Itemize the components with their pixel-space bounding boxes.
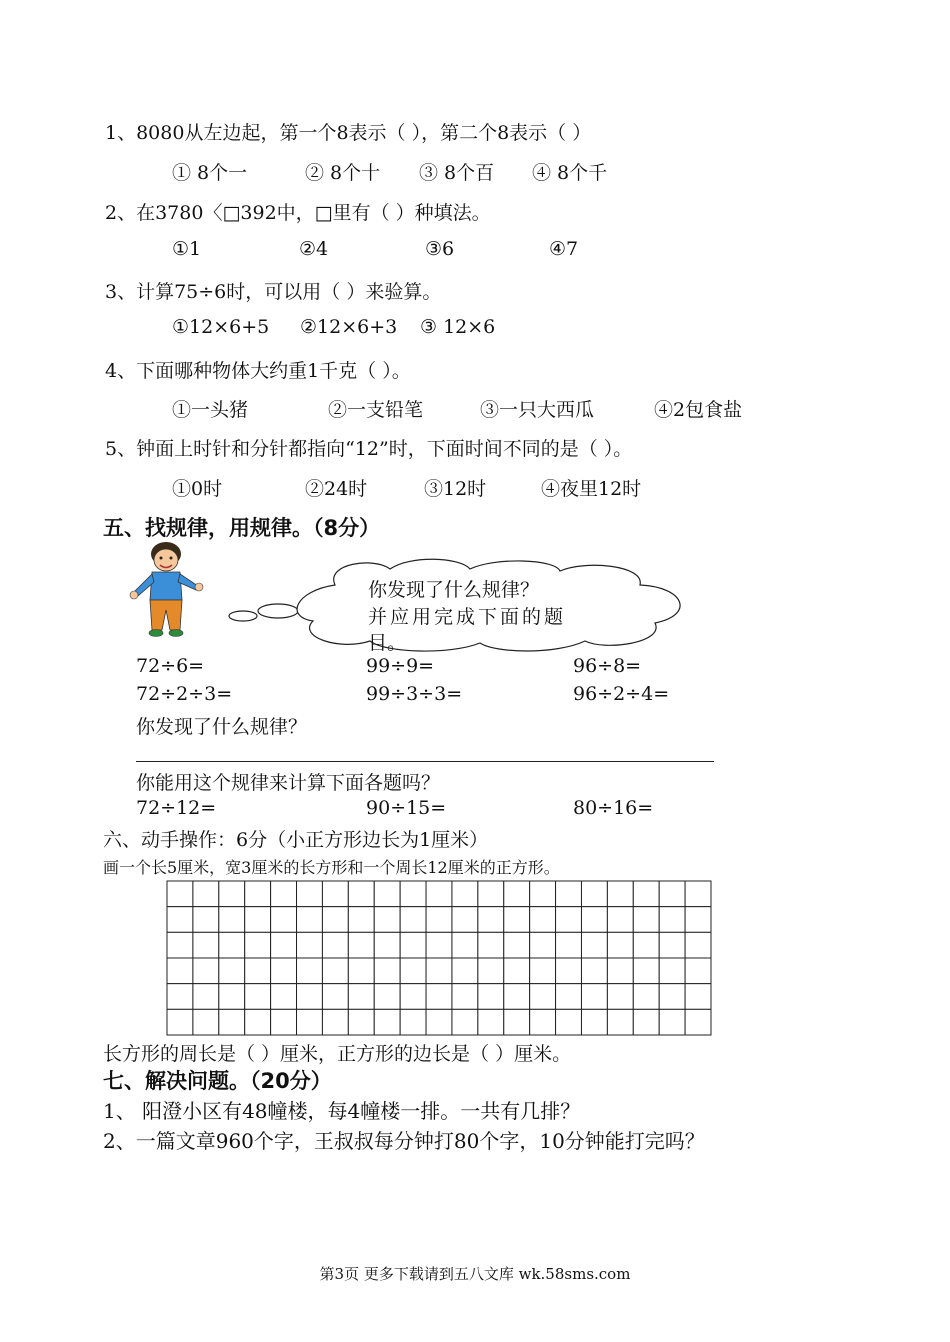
q4-option-3: ③一只大西瓜 [480,399,595,421]
grid-cell[interactable] [426,907,452,933]
grid-cell[interactable] [245,907,271,933]
calc-row2-1: 72÷2÷3= [136,683,233,705]
q3-option-2: ②12×6+3 [300,316,398,338]
grid-cell[interactable] [167,1009,193,1035]
q2-option-4: ④7 [549,238,579,260]
q4-stem: 4、下面哪种物体大约重1千克（ ）。 [105,360,411,382]
grid-cell[interactable] [581,932,607,958]
grid-cell[interactable] [297,958,323,984]
grid-cell[interactable] [530,984,556,1010]
q5-option-3: ③12时 [424,478,487,500]
grid-cell[interactable] [348,1009,374,1035]
grid-cell[interactable] [193,932,219,958]
grid-cell[interactable] [426,1009,452,1035]
grid-cell[interactable] [478,907,504,933]
answer-line [136,761,714,762]
grid-cell[interactable] [452,881,478,907]
grid-cell[interactable] [322,984,348,1010]
q2-option-2: ②4 [299,238,329,260]
grid-cell[interactable] [607,958,633,984]
grid-cell[interactable] [581,907,607,933]
grid-cell[interactable] [400,881,426,907]
grid-cell[interactable] [556,907,582,933]
q3-option-1: ①12×6+5 [172,316,270,338]
grid-cell[interactable] [685,907,711,933]
grid-cell[interactable] [374,1009,400,1035]
grid-cell[interactable] [271,958,297,984]
grid-cell[interactable] [659,984,685,1010]
section6-title: 六、动手操作：6分（小正方形边长为1厘米） [103,829,489,851]
grid-cell[interactable] [271,984,297,1010]
grid-cell[interactable] [271,1009,297,1035]
grid-cell[interactable] [219,984,245,1010]
grid-cell[interactable] [581,984,607,1010]
grid-cell[interactable] [348,881,374,907]
q1-stem: 1、8080从左边起，第一个8表示（ ），第二个8表示（ ） [105,122,592,144]
rule-question: 你发现了什么规律？ [136,716,308,738]
grid-cell[interactable] [245,881,271,907]
grid-cell[interactable] [633,907,659,933]
section7-title: 七、解决问题。（20分） [103,1069,332,1093]
grid-cell[interactable] [452,958,478,984]
grid-cell[interactable] [297,932,323,958]
bubble-line-3: 目。 [368,632,407,654]
grid-cell[interactable] [193,881,219,907]
problem-1: 1、 阳澄小区有48幢楼，每4幢楼一排。一共有几排？ [103,1099,581,1123]
bubble-line-1: 你发现了什么规律？ [368,579,540,601]
grid-cell[interactable] [633,1009,659,1035]
grid-cell[interactable] [607,932,633,958]
q5-option-4: ④夜里12时 [541,478,642,500]
grid-cell[interactable] [581,1009,607,1035]
grid-cell[interactable] [607,1009,633,1035]
grid-cell[interactable] [581,958,607,984]
grid-cell[interactable] [297,881,323,907]
grid-cell[interactable] [426,881,452,907]
grid-cell[interactable] [297,984,323,1010]
calc-row1-1: 72÷6= [136,655,205,677]
calc-row3-1: 72÷12= [136,797,217,819]
grid-cell[interactable] [685,881,711,907]
grid-cell[interactable] [607,881,633,907]
grid-cell[interactable] [400,932,426,958]
grid-cell[interactable] [478,881,504,907]
grid-cell[interactable] [556,1009,582,1035]
grid-cell[interactable] [504,907,530,933]
grid-cell[interactable] [322,881,348,907]
grid-cell[interactable] [219,932,245,958]
q1-option-2: ② 8个十 [305,162,381,184]
grid-cell[interactable] [633,984,659,1010]
grid-cell[interactable] [452,932,478,958]
q5-option-2: ②24时 [305,478,368,500]
grid-cell[interactable] [167,932,193,958]
grid-cell[interactable] [478,984,504,1010]
grid-cell[interactable] [504,984,530,1010]
grid-cell[interactable] [659,932,685,958]
q4-option-2: ②一支铅笔 [328,399,424,421]
grid-cell[interactable] [193,958,219,984]
grid-cell[interactable] [685,1009,711,1035]
grid-cell[interactable] [659,1009,685,1035]
grid-cell[interactable] [322,958,348,984]
boy-illustration [126,540,206,642]
grid-cell[interactable] [322,932,348,958]
grid-cell[interactable] [685,984,711,1010]
bubble-line-2: 并应用完成下面的题 [368,606,567,628]
calc-row2-3: 96÷2÷4= [573,683,670,705]
grid-cell[interactable] [348,984,374,1010]
section6-instruction: 画一个长5厘米，宽3厘米的长方形和一个周长12厘米的正方形。 [103,858,560,877]
grid-cell[interactable] [245,932,271,958]
grid-cell[interactable] [219,958,245,984]
grid-cell[interactable] [219,907,245,933]
grid-cell[interactable] [167,881,193,907]
grid-cell[interactable] [556,932,582,958]
grid-cell[interactable] [271,907,297,933]
grid-cell[interactable] [556,984,582,1010]
grid-cell[interactable] [478,958,504,984]
section5-title: 五、找规律，用规律。（8分） [103,516,381,540]
grid-cell[interactable] [193,907,219,933]
grid-cell[interactable] [685,932,711,958]
q2-option-1: ①1 [172,238,202,260]
grid-cell[interactable] [478,932,504,958]
grid-cell[interactable] [219,881,245,907]
square-grid[interactable] [166,880,712,1036]
grid-cell[interactable] [659,907,685,933]
q1-option-3: ③ 8个百 [419,162,495,184]
grid-cell[interactable] [504,1009,530,1035]
q4-option-4: ④2包食盐 [654,399,743,421]
grid-cell[interactable] [400,907,426,933]
grid-cell[interactable] [271,881,297,907]
q2-stem: 2、在3780〈□392中，□里有（ ）种填法。 [105,202,491,224]
grid-cell[interactable] [322,1009,348,1035]
grid-cell[interactable] [193,1009,219,1035]
grid-cell[interactable] [400,958,426,984]
calc-row1-2: 99÷9= [366,655,435,677]
grid-cell[interactable] [167,958,193,984]
grid-cell[interactable] [426,958,452,984]
grid-cell[interactable] [271,932,297,958]
grid-cell[interactable] [167,907,193,933]
grid-cell[interactable] [452,984,478,1010]
page-footer: 第3页 更多下载请到五八文库 wk.58sms.com [319,1265,631,1283]
calc-row3-3: 80÷16= [573,797,654,819]
grid-cell[interactable] [374,881,400,907]
q1-option-1: ① 8个一 [172,162,248,184]
problem-2: 2、一篇文章960个字，王叔叔每分钟打80个字，10分钟能打完吗？ [103,1129,705,1153]
grid-cell[interactable] [245,958,271,984]
grid-cell[interactable] [374,907,400,933]
grid-cell[interactable] [530,1009,556,1035]
grid-cell[interactable] [426,932,452,958]
q2-option-3: ③6 [425,238,455,260]
q4-option-1: ①一头猪 [172,399,249,421]
grid-cell[interactable] [504,881,530,907]
grid-cell[interactable] [374,932,400,958]
grid-cell[interactable] [322,907,348,933]
q5-stem: 5、钟面上时针和分针都指向“12”时，下面时间不同的是（ ）。 [105,438,633,460]
grid-cell[interactable] [374,984,400,1010]
grid-cell[interactable] [478,1009,504,1035]
grid-cell[interactable] [556,881,582,907]
grid-cell[interactable] [607,907,633,933]
grid-cell[interactable] [685,958,711,984]
q1-option-4: ④ 8个千 [532,162,608,184]
q5-option-1: ①0时 [172,478,223,500]
grid-cell[interactable] [245,984,271,1010]
grid-cell[interactable] [530,958,556,984]
grid-cell[interactable] [400,1009,426,1035]
q3-stem: 3、计算75÷6时，可以用（ ）来验算。 [105,281,442,303]
calc-row3-2: 90÷15= [366,797,447,819]
q3-option-3: ③ 12×6 [420,316,496,338]
grid-cell[interactable] [400,984,426,1010]
grid-cell[interactable] [167,984,193,1010]
grid-cell[interactable] [504,932,530,958]
grid-cell[interactable] [504,958,530,984]
grid-cell[interactable] [556,958,582,984]
apply-question: 你能用这个规律来计算下面各题吗？ [136,772,441,794]
grid-cell[interactable] [452,1009,478,1035]
calc-row1-3: 96÷8= [573,655,642,677]
calc-row2-2: 99÷3÷3= [366,683,463,705]
grid-cell[interactable] [633,881,659,907]
grid-cell[interactable] [607,984,633,1010]
grid-cell[interactable] [633,958,659,984]
grid-cell[interactable] [219,1009,245,1035]
grid-cell[interactable] [633,932,659,958]
grid-cell[interactable] [374,958,400,984]
grid-cell[interactable] [297,1009,323,1035]
grid-cell[interactable] [348,958,374,984]
section6-answer: 长方形的周长是（ ）厘米，正方形的边长是（ ）厘米。 [103,1043,572,1065]
grid-cell[interactable] [659,881,685,907]
grid-cell[interactable] [193,984,219,1010]
grid-cell[interactable] [348,932,374,958]
grid-cell[interactable] [452,907,478,933]
grid-cell[interactable] [245,1009,271,1035]
grid-cell[interactable] [530,932,556,958]
grid-cell[interactable] [530,881,556,907]
grid-cell[interactable] [348,907,374,933]
grid-cell[interactable] [297,907,323,933]
grid-cell[interactable] [530,907,556,933]
grid-cell[interactable] [426,984,452,1010]
grid-cell[interactable] [581,881,607,907]
grid-cell[interactable] [659,958,685,984]
